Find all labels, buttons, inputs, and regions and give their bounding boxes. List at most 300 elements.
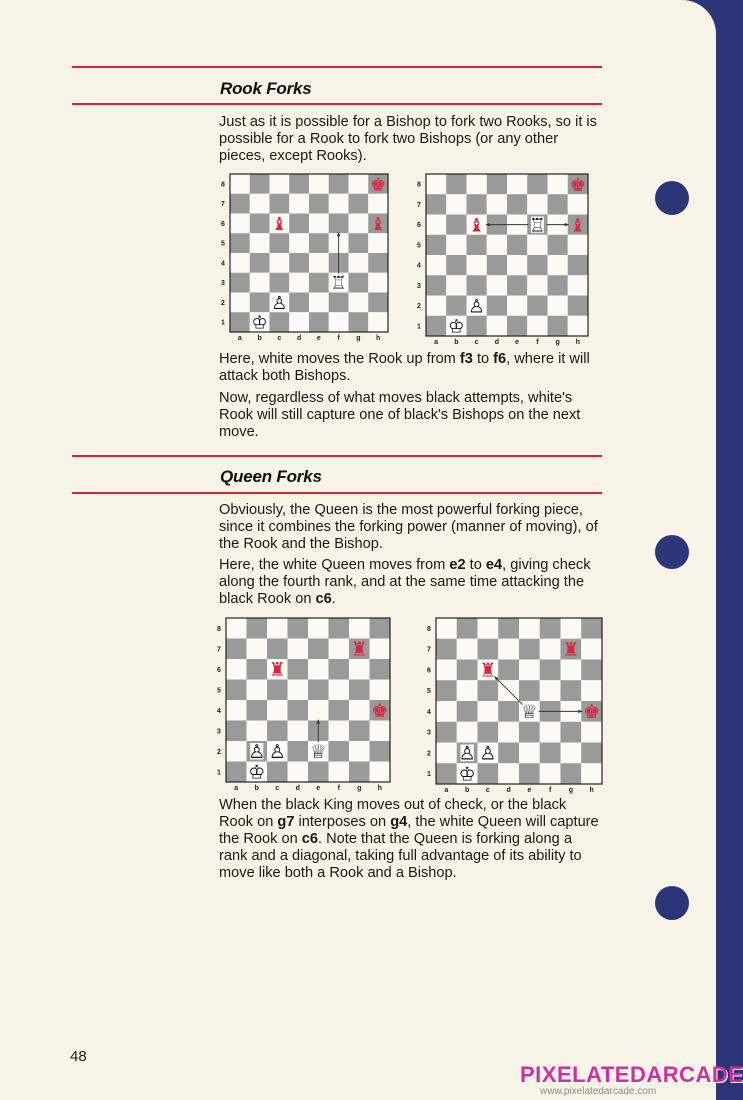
square-e1: [519, 763, 540, 784]
square-e2: e2: [449, 557, 466, 573]
white-pawn-icon: ♙: [271, 292, 288, 313]
square-e1: [308, 762, 329, 783]
file-label: c: [474, 339, 479, 346]
square-f1: [329, 312, 349, 332]
square-f5: [540, 680, 561, 701]
square-d4: [498, 701, 519, 722]
square-b2: [250, 293, 270, 313]
square-e6: [309, 214, 329, 234]
square-d2: [288, 741, 309, 762]
square-d8: [487, 174, 507, 194]
square-c7: [267, 639, 288, 660]
square-g3: [548, 275, 568, 295]
square-d2: [289, 293, 309, 313]
file-label: a: [444, 787, 449, 794]
square-c6: c6: [301, 831, 318, 847]
square-a4: [226, 700, 247, 721]
square-e4: [507, 255, 527, 275]
square-h1: [581, 763, 602, 784]
rank-label: 8: [427, 625, 431, 633]
square-g8: [561, 618, 582, 639]
square-f5: [329, 680, 350, 701]
file-label: c: [485, 787, 490, 794]
square-g4: [548, 255, 568, 275]
watermark-url: www.pixelatedarcade.com: [540, 1086, 657, 1097]
square-g2: [561, 743, 582, 764]
square-c8: [267, 618, 288, 639]
rank-label: 7: [221, 201, 225, 209]
square-g1: [349, 312, 369, 332]
section-rule-bottom: [72, 103, 602, 105]
file-label: b: [254, 785, 259, 792]
square-a5: [436, 680, 457, 701]
square-c4: [478, 701, 499, 722]
square-c3: [270, 273, 290, 293]
square-a2: [230, 293, 250, 313]
rank-label: 3: [221, 280, 225, 288]
square-b5: [247, 680, 268, 701]
rank-label: 1: [427, 771, 431, 779]
square-b7: [247, 639, 268, 660]
square-h1: [368, 312, 388, 332]
square-a2: [226, 741, 247, 762]
square-h7: [568, 194, 588, 214]
square-h7: [581, 639, 602, 660]
white-rook-icon: ♖: [330, 273, 347, 294]
square-a5: [230, 233, 250, 253]
queen-forks-heading: Queen Forks: [220, 467, 322, 486]
rank-label: 8: [221, 181, 225, 189]
square-h4: [568, 255, 588, 275]
square-f3: f3: [459, 351, 473, 367]
square-e5: [308, 680, 329, 701]
square-e4: e4: [485, 557, 503, 573]
square-e3: [309, 273, 329, 293]
square-d4: [289, 253, 309, 273]
square-f7: [329, 639, 350, 660]
square-d1: [498, 763, 519, 784]
file-label: h: [375, 335, 381, 342]
rank-label: 8: [417, 181, 421, 189]
square-b3: [250, 273, 270, 293]
file-label: h: [377, 785, 382, 792]
rank-label: 2: [221, 299, 225, 307]
chessboard-queen-before: [214, 616, 392, 796]
square-b6: [446, 215, 466, 235]
square-d6: [498, 660, 519, 681]
square-a1: [226, 762, 247, 783]
rank-label: 8: [217, 625, 221, 633]
square-a6: [436, 660, 457, 681]
rank-label: 7: [417, 201, 421, 209]
file-label: d: [296, 335, 302, 342]
square-b8: [247, 618, 268, 639]
square-c3: [478, 722, 499, 743]
rook-followup-text: Now, regardless of what moves black attempts, white's Rook will still capture one of black's Bishops on the next move.: [219, 390, 581, 440]
square-d5: [289, 233, 309, 253]
square-d3: [498, 722, 519, 743]
queen-move-text: Here, the white Queen moves from e2 to e4, giving check along the fourth rank, and at the same time attacking the black Rook on c6.: [219, 557, 591, 607]
file-label: f: [337, 335, 340, 342]
white-pawn-icon: ♙: [479, 743, 497, 765]
file-label: e: [515, 339, 520, 346]
square-h1: [568, 316, 588, 336]
square-f2: [329, 293, 349, 313]
square-h3: [581, 722, 602, 743]
binder-hole: [655, 181, 689, 215]
square-g6: [349, 214, 369, 234]
square-h2: [368, 293, 388, 313]
file-label: h: [575, 339, 581, 346]
square-g7: g7: [277, 814, 295, 830]
square-f2: [527, 296, 547, 316]
file-label: g: [555, 339, 560, 346]
square-a7: [436, 639, 457, 660]
file-label: b: [464, 787, 470, 794]
rank-label: 5: [417, 242, 421, 250]
square-h5: [370, 680, 391, 701]
square-a3: [436, 722, 457, 743]
square-e5: [519, 680, 540, 701]
square-c3: [267, 721, 288, 742]
rank-label: 6: [427, 667, 431, 675]
square-b8: [457, 618, 478, 639]
square-e1: [309, 312, 329, 332]
square-d4: [487, 255, 507, 275]
square-h7: [370, 639, 391, 660]
square-f2: [540, 743, 561, 764]
square-e8: [507, 174, 527, 194]
square-d3: [288, 721, 309, 742]
square-f8: [540, 618, 561, 639]
rank-label: 3: [217, 728, 221, 736]
square-g5: [548, 235, 568, 255]
file-label: g: [568, 787, 574, 794]
black-rook-icon: ♜: [350, 638, 368, 660]
square-e6: [308, 659, 329, 680]
square-d7: [498, 639, 519, 660]
square-f6: [540, 660, 561, 681]
file-label: a: [434, 339, 439, 346]
square-a1: [426, 316, 446, 336]
square-h5: [581, 680, 602, 701]
square-g2: [548, 296, 568, 316]
square-a4: [230, 253, 250, 273]
square-e7: [309, 194, 329, 214]
square-c5: [478, 680, 499, 701]
square-a4: [436, 701, 457, 722]
page-number: 48: [70, 1048, 87, 1065]
square-f7: [527, 194, 547, 214]
square-c7: [478, 639, 499, 660]
black-king-icon: ♚: [569, 173, 587, 195]
white-pawn-icon: ♙: [248, 741, 266, 763]
rank-label: 6: [217, 666, 221, 674]
rank-label: 2: [417, 303, 421, 311]
black-bishop-icon: ♝: [271, 213, 288, 234]
rank-label: 7: [217, 646, 221, 654]
section-rule-top: [72, 455, 602, 457]
square-c8: [270, 174, 290, 194]
square-d3: [289, 273, 309, 293]
black-bishop-icon: ♝: [369, 213, 387, 234]
rank-label: 6: [417, 222, 421, 230]
rank-label: 1: [417, 323, 421, 331]
rank-label: 4: [217, 707, 221, 715]
square-f6: [329, 659, 350, 680]
queen-intro-text: Obviously, the Queen is the most powerful forking piece, since it combines the forking power (manner of moving), of the Rook and the Bishop.: [219, 502, 598, 552]
rank-label: 5: [427, 688, 431, 696]
black-bishop-icon: ♝: [569, 214, 587, 236]
square-d7: [288, 639, 309, 660]
square-a5: [226, 680, 247, 701]
file-label: b: [257, 335, 262, 342]
square-g3: [561, 722, 582, 743]
black-king-icon: ♚: [369, 174, 387, 195]
square-a3: [230, 273, 250, 293]
square-d6: [289, 214, 309, 234]
square-g1: [548, 316, 568, 336]
square-g2: [349, 293, 369, 313]
black-bishop-icon: ♝: [468, 214, 485, 236]
square-b7: [457, 639, 478, 660]
file-label: h: [589, 787, 594, 794]
square-e2: [309, 293, 329, 313]
binder-hole: [655, 535, 689, 569]
square-b8: [250, 174, 270, 194]
square-g3: [349, 273, 369, 293]
square-h2: [581, 743, 602, 764]
square-b5: [457, 680, 478, 701]
square-a2: [436, 743, 457, 764]
square-g7: [548, 194, 568, 214]
square-b4: [247, 700, 268, 721]
square-g6: [561, 660, 582, 681]
square-g6: [349, 659, 370, 680]
square-f3: [540, 722, 561, 743]
section-rule-top: [72, 66, 602, 68]
square-d2: [487, 296, 507, 316]
square-e5: [507, 235, 527, 255]
white-queen-icon: ♕: [309, 741, 327, 763]
file-label: c: [275, 785, 280, 792]
square-h4: [368, 253, 388, 273]
square-a2: [426, 296, 446, 316]
square-f1: [329, 762, 350, 783]
square-d4: [288, 700, 309, 721]
square-b5: [446, 235, 466, 255]
square-g3: [349, 721, 370, 742]
rank-label: 4: [427, 708, 431, 716]
black-rook-icon: ♜: [562, 639, 580, 661]
square-c1: [270, 312, 290, 332]
square-b4: [457, 701, 478, 722]
rook-forks-heading: Rook Forks: [220, 79, 312, 98]
file-label: g: [357, 785, 362, 792]
square-h6: [370, 659, 391, 680]
square-f4: [329, 700, 350, 721]
square-b7: [446, 194, 466, 214]
file-label: e: [316, 785, 321, 792]
rank-label: 5: [221, 240, 225, 248]
square-c1: [267, 762, 288, 783]
square-g5: [349, 680, 370, 701]
square-e6: [519, 660, 540, 681]
square-e4: [308, 700, 329, 721]
square-d1: [289, 312, 309, 332]
chessboard-rook-before: [218, 172, 390, 348]
square-h5: [568, 235, 588, 255]
square-c4: [467, 255, 487, 275]
rank-label: 6: [221, 220, 225, 228]
square-e8: [519, 618, 540, 639]
rank-label: 1: [221, 319, 225, 327]
white-king-icon: ♔: [448, 315, 465, 337]
square-b3: [247, 721, 268, 742]
square-b4: [250, 253, 270, 273]
square-g5: [349, 233, 369, 253]
square-c8: [478, 618, 499, 639]
square-a8: [426, 174, 446, 194]
white-pawn-icon: ♙: [458, 743, 476, 765]
file-label: a: [237, 335, 242, 342]
white-king-icon: ♔: [458, 764, 476, 786]
square-f1: [540, 763, 561, 784]
square-b6: [247, 659, 268, 680]
square-g4: g4: [390, 814, 408, 830]
rank-label: 3: [417, 282, 421, 290]
square-c1: [478, 763, 499, 784]
rook-move-text: Here, white moves the Rook up from f3 to f6, where it will attack both Bishops.: [219, 351, 590, 384]
file-label: f: [548, 787, 552, 794]
square-h5: [368, 233, 388, 253]
square-f5: [527, 235, 547, 255]
square-e7: [507, 194, 527, 214]
square-b7: [250, 194, 270, 214]
square-a8: [230, 174, 250, 194]
square-d3: [487, 275, 507, 295]
file-label: d: [506, 787, 511, 794]
square-e1: [507, 316, 527, 336]
square-e7: [308, 639, 329, 660]
square-d1: [487, 316, 507, 336]
square-a7: [426, 194, 446, 214]
watermark-title: PIXELATEDARCADE: [520, 1062, 743, 1087]
square-e8: [308, 618, 329, 639]
square-h6: [581, 660, 602, 681]
section-rule-bottom: [72, 492, 602, 494]
square-g8: [349, 174, 369, 194]
square-f6: f6: [493, 351, 507, 367]
square-d7: [487, 194, 507, 214]
square-c8: [467, 174, 487, 194]
square-h3: [368, 273, 388, 293]
square-e3: [519, 722, 540, 743]
square-f7: [329, 194, 349, 214]
square-a8: [436, 618, 457, 639]
file-label: d: [295, 785, 300, 792]
square-a1: [230, 312, 250, 332]
square-g5: [561, 680, 582, 701]
rank-label: 7: [427, 646, 431, 654]
square-e5: [309, 233, 329, 253]
square-h8: [370, 618, 391, 639]
square-h7: [368, 194, 388, 214]
square-e2: [519, 743, 540, 764]
square-c4: [267, 700, 288, 721]
square-b8: [446, 174, 466, 194]
square-b4: [446, 255, 466, 275]
square-f3: [329, 721, 350, 742]
square-f3: [527, 275, 547, 295]
square-d5: [288, 680, 309, 701]
square-b2: [446, 296, 466, 316]
square-a7: [230, 194, 250, 214]
square-b5: [250, 233, 270, 253]
square-g7: [349, 194, 369, 214]
white-king-icon: ♔: [248, 761, 266, 783]
square-d1: [288, 762, 309, 783]
square-h2: [568, 296, 588, 316]
rank-label: 2: [217, 748, 221, 756]
square-d7: [289, 194, 309, 214]
square-c3: [467, 275, 487, 295]
square-g1: [561, 763, 582, 784]
black-king-icon: ♚: [583, 702, 601, 724]
chessboard-rook-after: [414, 172, 590, 348]
square-h1: [370, 762, 391, 783]
queen-followup-text: When the black King moves out of check, or the black Rook on g7 interposes on g4, the white Queen will capture the Rook on c6. Note that the Queen is forking along a rank and a diagonal, taking full advantage of its ability to move like both a Rook and a Bishop.: [219, 797, 599, 881]
white-king-icon: ♔: [251, 312, 268, 333]
square-h2: [370, 741, 391, 762]
file-label: g: [356, 335, 361, 342]
square-c1: [467, 316, 487, 336]
square-d2: [498, 743, 519, 764]
square-e7: [519, 639, 540, 660]
white-pawn-icon: ♙: [268, 741, 286, 763]
square-c6: c6: [315, 591, 332, 607]
square-e3: [507, 275, 527, 295]
square-a6: [426, 215, 446, 235]
square-d8: [289, 174, 309, 194]
file-label: b: [454, 339, 459, 346]
file-label: f: [536, 339, 539, 346]
square-c7: [270, 194, 290, 214]
square-e4: [309, 253, 329, 273]
square-c7: [467, 194, 487, 214]
square-e2: [507, 296, 527, 316]
square-g4: [349, 700, 370, 721]
square-a6: [226, 659, 247, 680]
rank-label: 4: [221, 260, 225, 268]
square-f8: [329, 618, 350, 639]
square-f2: [329, 741, 350, 762]
square-b6: [457, 660, 478, 681]
binder-hole: [655, 886, 689, 920]
square-f6: [329, 214, 349, 234]
square-f1: [527, 316, 547, 336]
rank-label: 2: [427, 750, 431, 758]
file-label: e: [316, 335, 321, 342]
square-g2: [349, 741, 370, 762]
square-a6: [230, 214, 250, 234]
square-g8: [349, 618, 370, 639]
rank-label: 5: [217, 687, 221, 695]
square-d6: [288, 659, 309, 680]
chessboard-queen-after: [424, 616, 604, 796]
file-label: d: [494, 339, 500, 346]
square-a8: [226, 618, 247, 639]
